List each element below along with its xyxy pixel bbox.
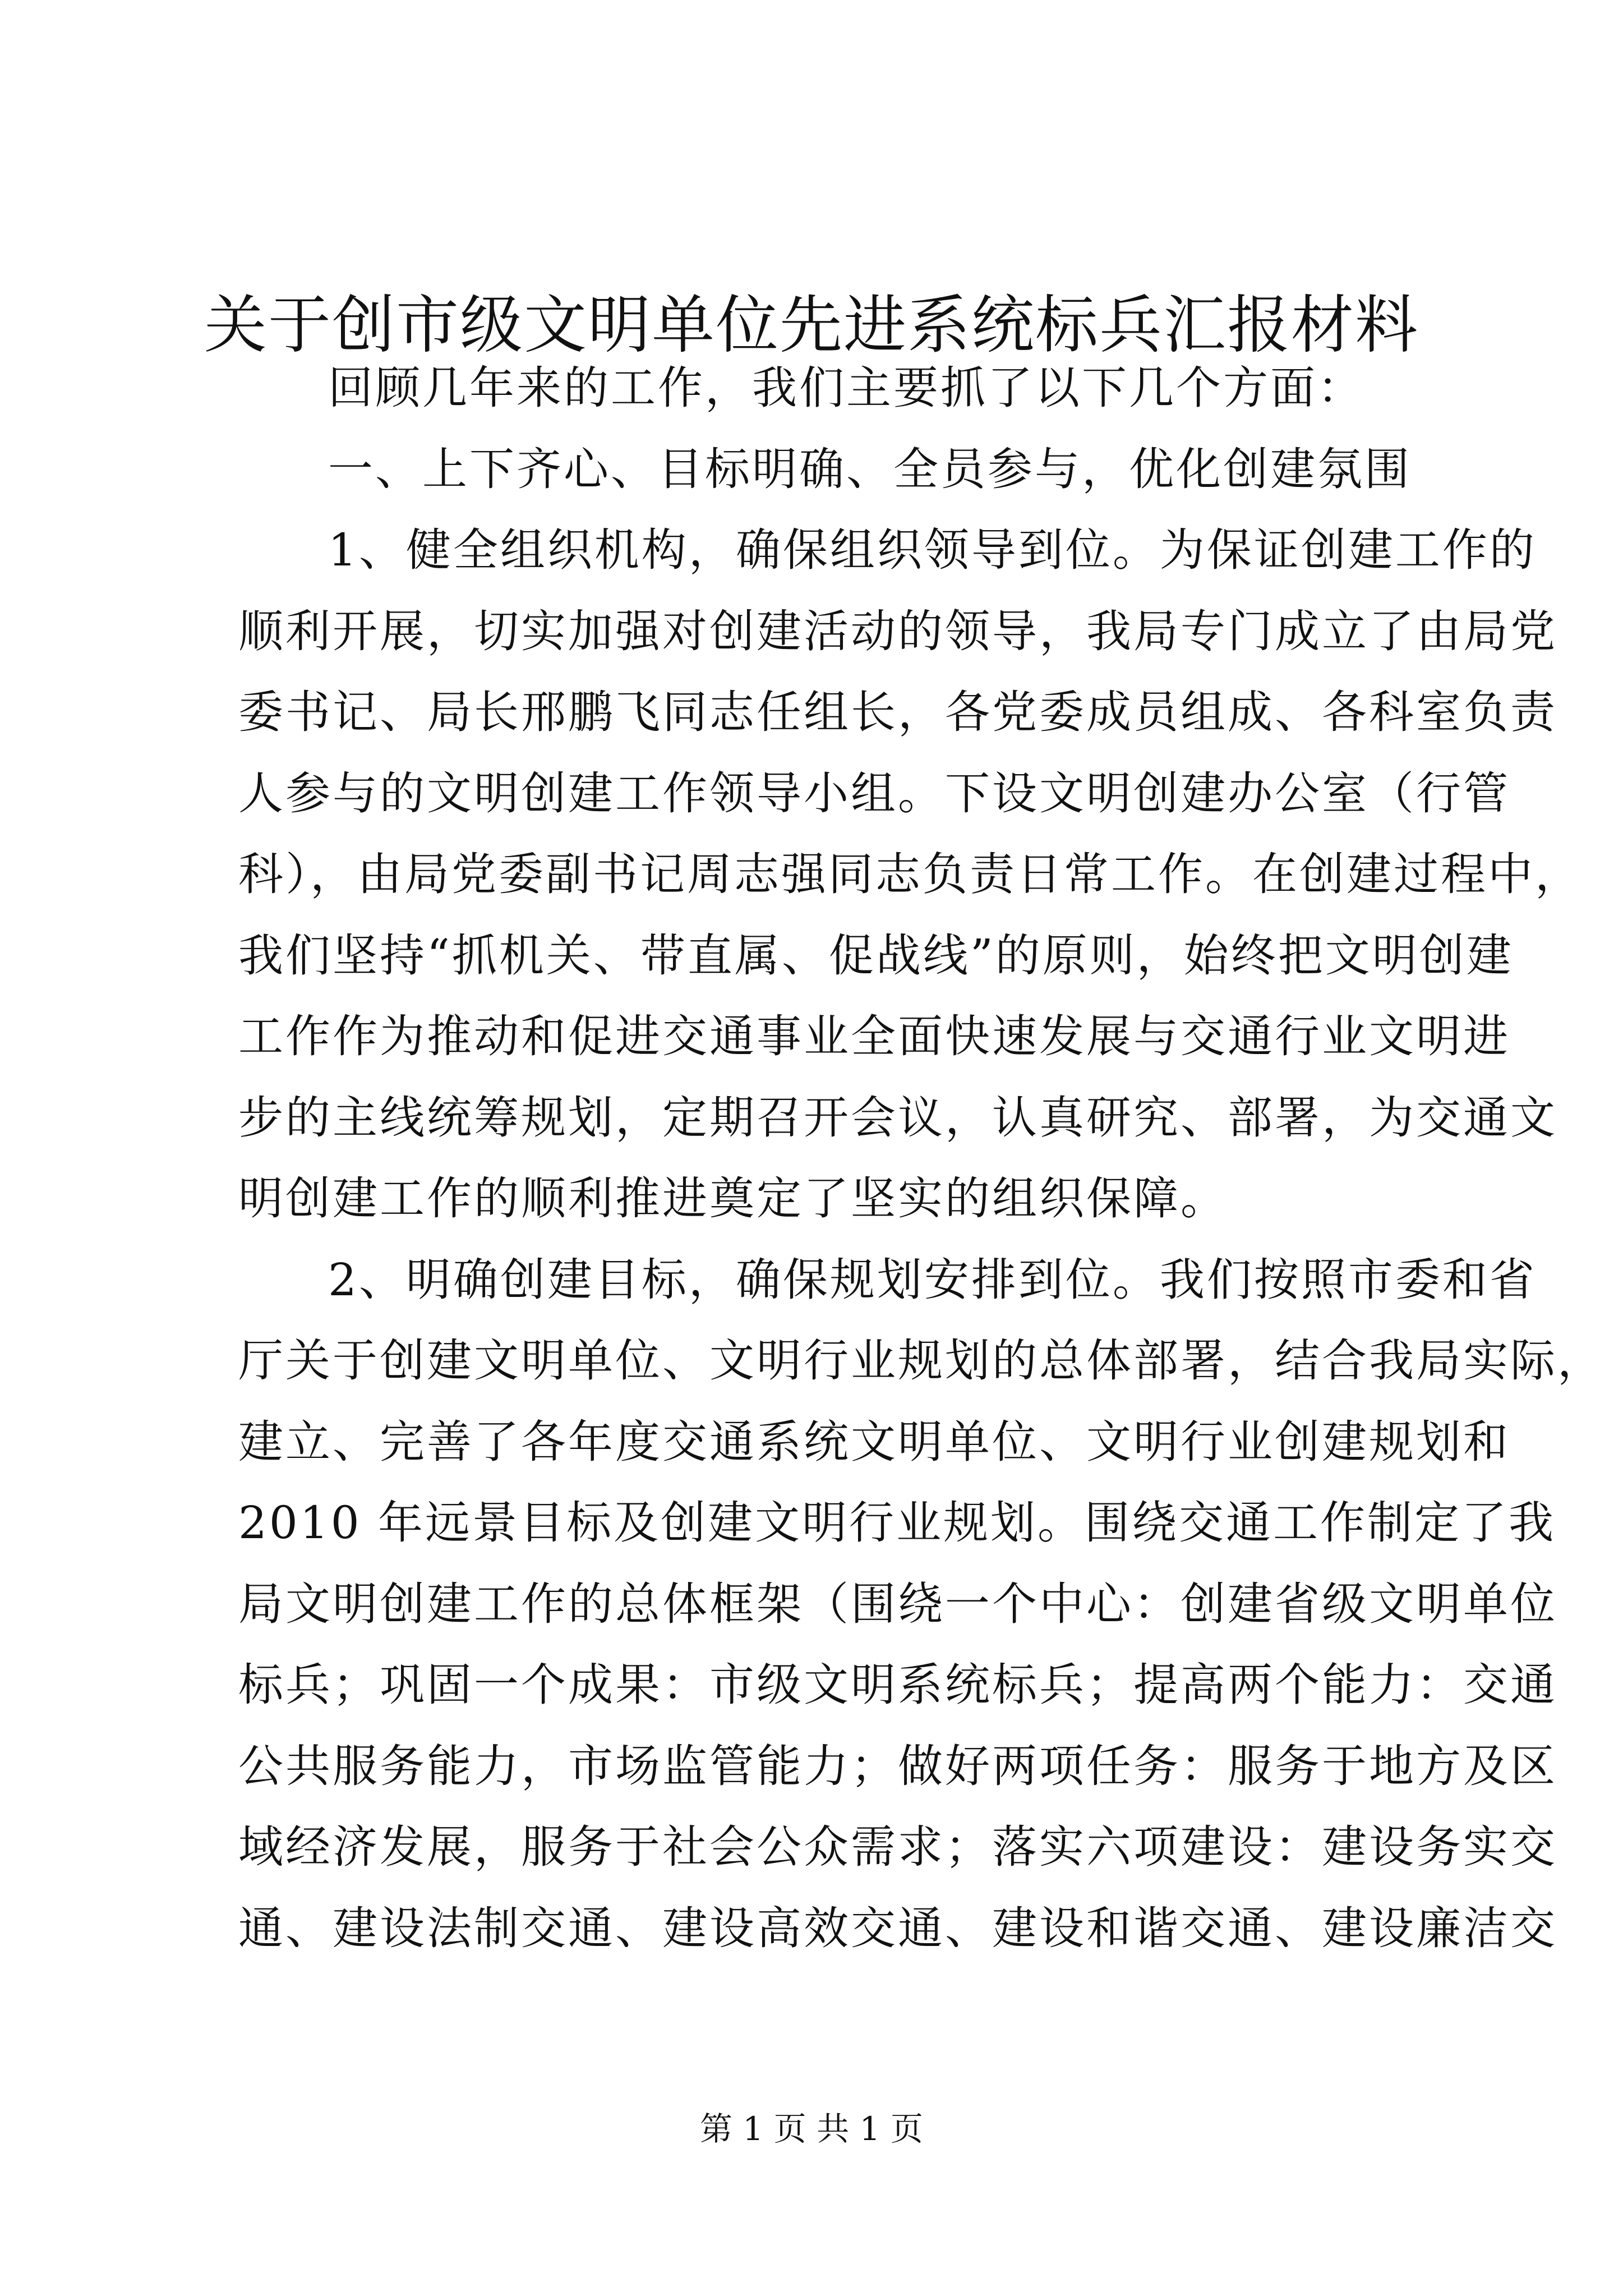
body-line-12: 2、明确创建目标，确保规划安排到位。我们按照市委和省 [328, 1253, 1537, 1306]
body-line-10: 步的主线统筹规划，定期召开会议，认真研究、部署，为交通文 [238, 1091, 1557, 1144]
document-body [238, 348, 1604, 1969]
body-line-15: 2010 年远景目标及创建文明行业规划。围绕交通工作制定了我 [238, 1497, 1556, 1549]
body-line-14: 建立、完善了各年度交通系统文明单位、文明行业创建规划和 [238, 1415, 1510, 1468]
body-line-16: 局文明创建工作的总体框架（围绕一个中心：创建省级文明单位 [238, 1577, 1557, 1630]
body-line-8: 我们坚持“抓机关、带直属、促战线”的原则，始终把文明创建 [238, 929, 1514, 982]
body-line-9: 工作作为推动和促进交通事业全面快速发展与交通行业文明进 [238, 1010, 1510, 1062]
body-line-7: 科），由局党委副书记周志强同志负责日常工作。在创建过程中， [238, 848, 1582, 900]
body-line-17: 标兵；巩固一个成果：市级文明系统标兵；提高两个能力：交通 [238, 1659, 1557, 1711]
body-line-20: 通、建设法制交通、建设高效交通、建设和谐交通、建设廉洁交 [238, 1902, 1557, 1954]
document-title: 关于创市级文明单位先进系统标兵汇报材料 [204, 289, 1419, 362]
section-heading-1: 一、上下齐心、目标明确、全员参与，优化创建氛围 [328, 443, 1412, 495]
body-line-19: 域经济发展，服务于社会公众需求；落实六项建设：建设务实交 [238, 1821, 1557, 1873]
body-line-18: 公共服务能力，市场监管能力；做好两项任务：服务于地方及区 [238, 1740, 1557, 1792]
body-line-5: 委书记、局长邢鹏飞同志任组长，各党委成员组成、各科室负责 [238, 686, 1557, 738]
body-line-13: 厅关于创建文明单位、文明行业规划的总体部署，结合我局实际， [238, 1335, 1604, 1387]
body-line-1: 回顾几年来的工作，我们主要抓了以下几个方面： [328, 362, 1364, 414]
body-line-4: 顺利开展，切实加强对创建活动的领导，我局专门成立了由局党 [238, 605, 1557, 657]
page-number-footer: 第 1 页 共 1 页 [700, 2110, 923, 2148]
body-line-6: 人参与的文明创建工作领导小组。下设文明创建办公室（行管 [238, 767, 1510, 820]
body-line-11: 明创建工作的顺利推进奠定了坚实的组织保障。 [238, 1172, 1228, 1225]
body-line-3: 1、健全组织机构，确保组织领导到位。为保证创建工作的 [328, 524, 1537, 576]
